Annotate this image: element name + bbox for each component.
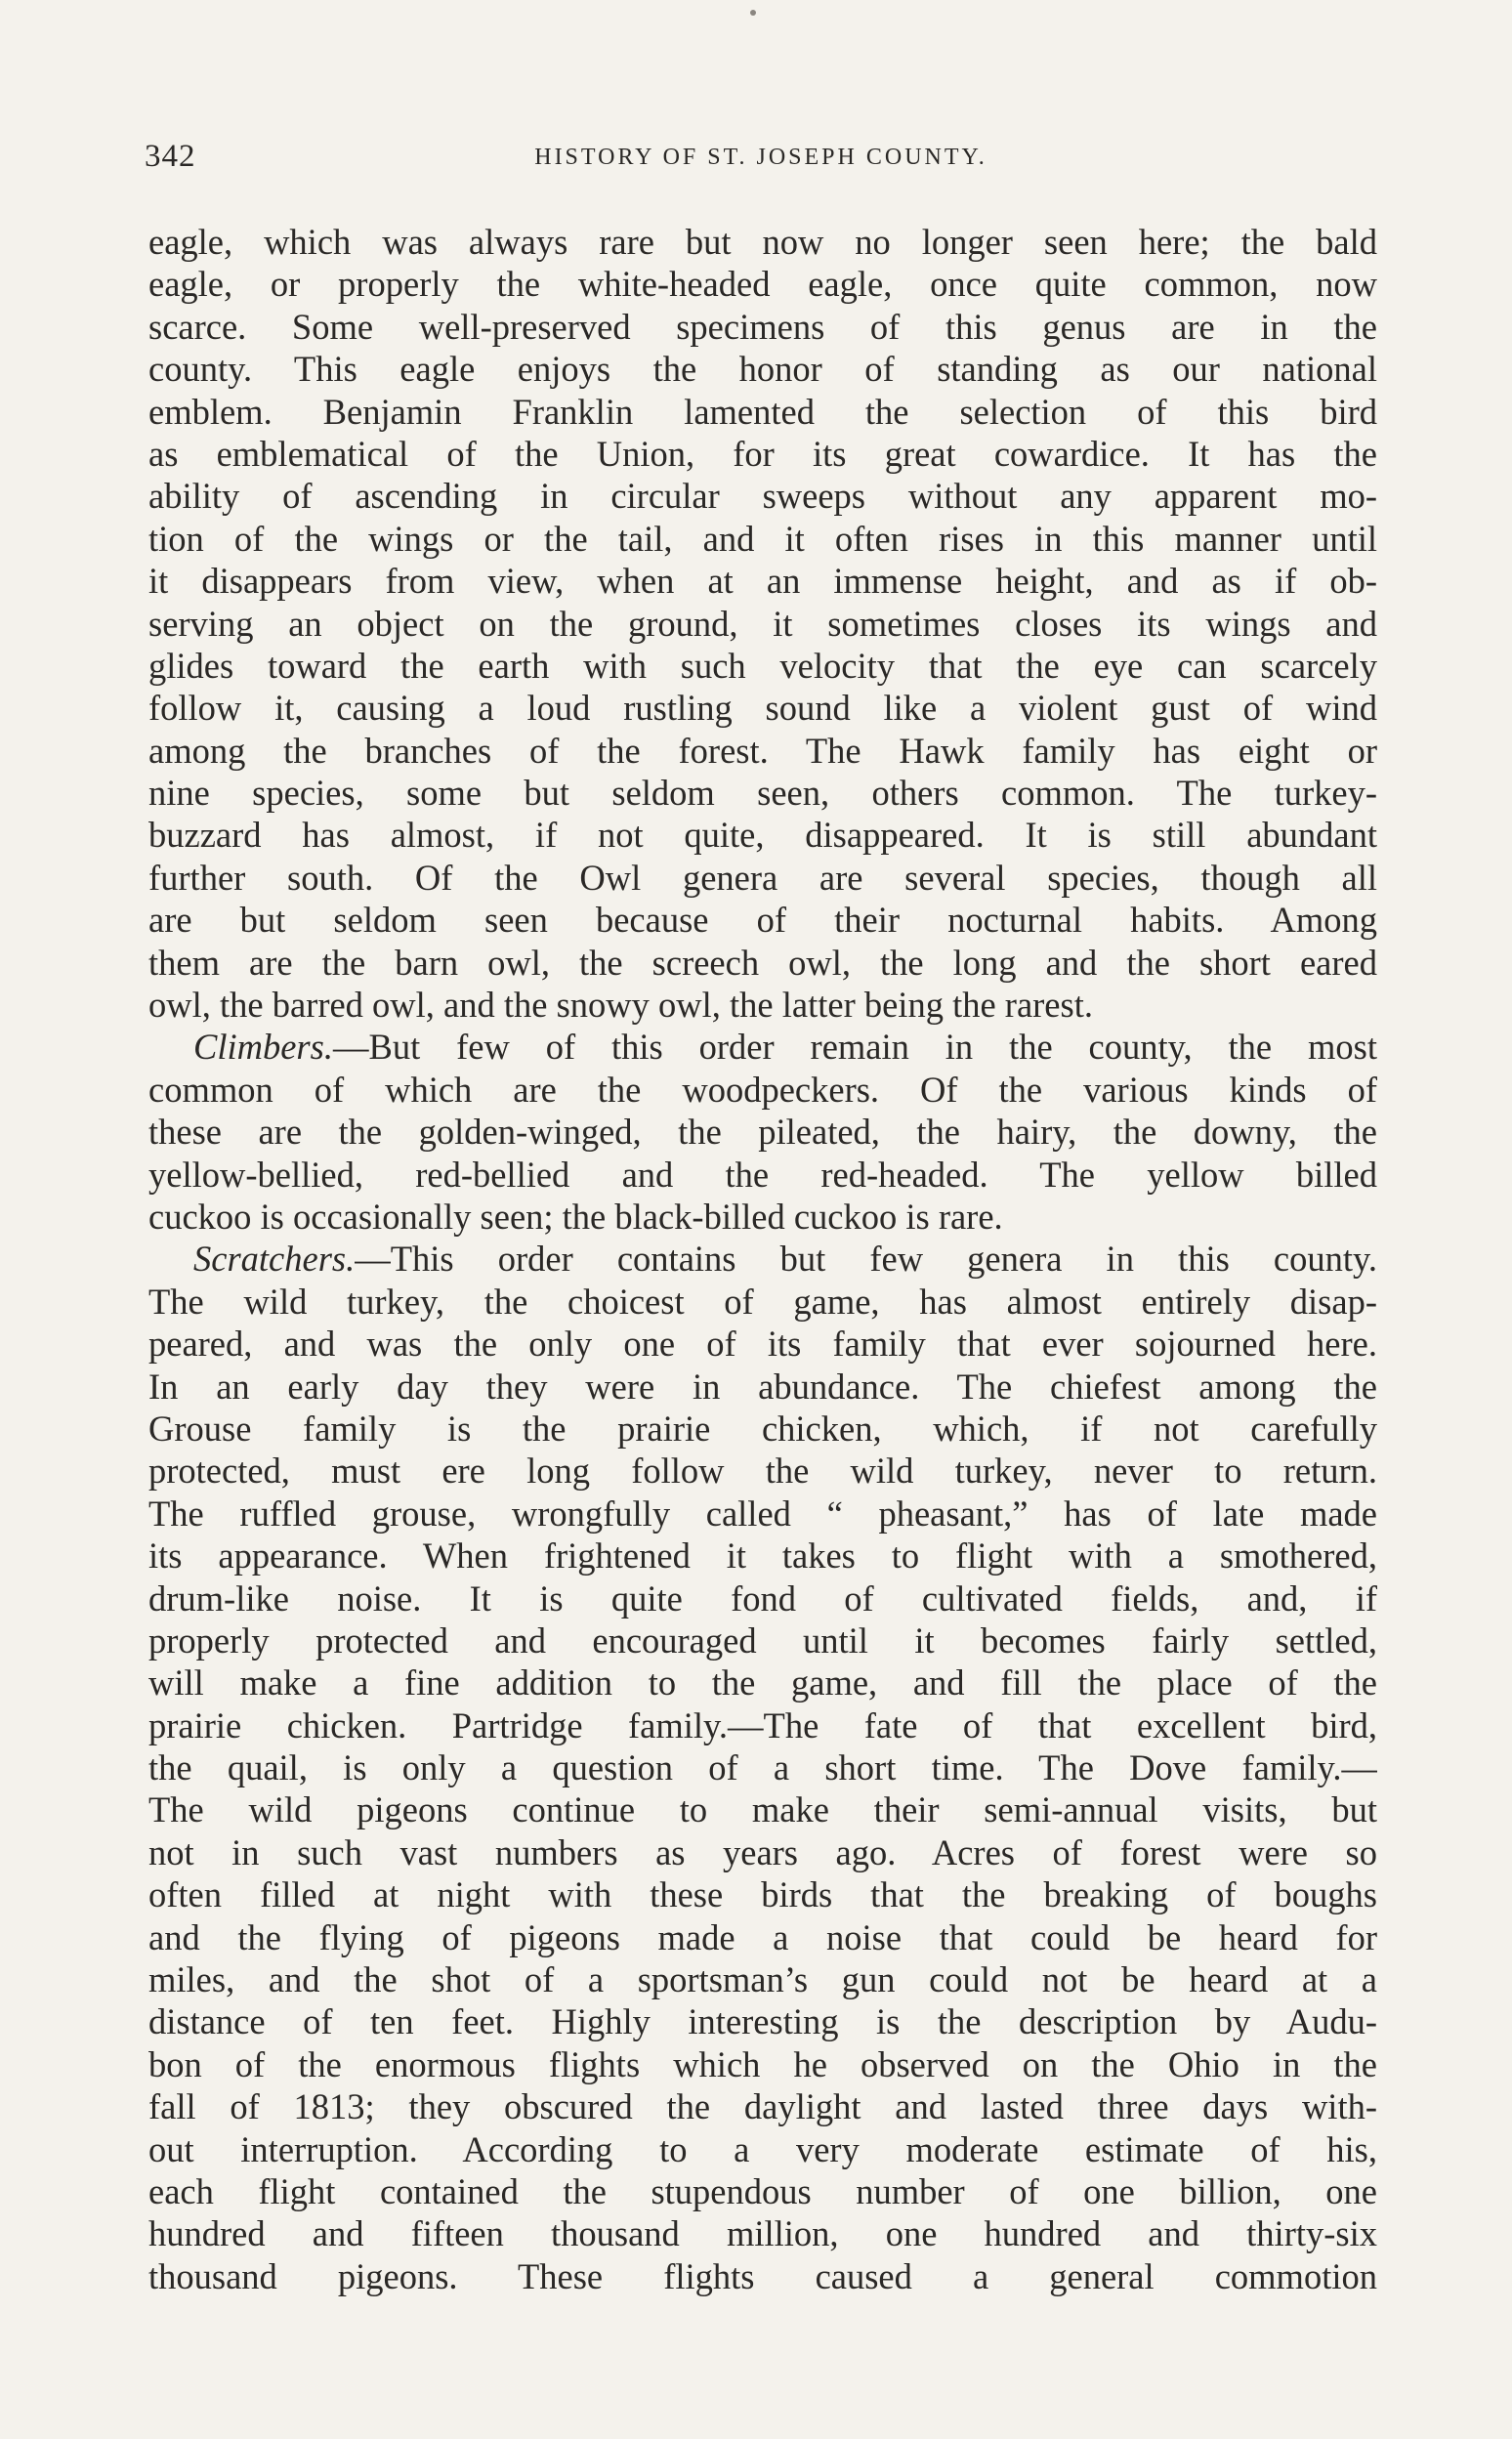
line-text: among the branches of the forest. The Hawk family has eight or — [148, 730, 1377, 771]
line-text: yellow-bellied, red-bellied and the red-headed. The yellow billed — [148, 1154, 1377, 1195]
line-text: Grouse family is the prairie chicken, which, if not carefully — [148, 1408, 1377, 1449]
line-text: The wild pigeons continue to make their semi-annual visits, but — [148, 1789, 1377, 1830]
line-text: common of which are the woodpeckers. Of the various kinds of — [148, 1069, 1377, 1110]
line-text: In an early day they were in abundance. The chiefest among the — [148, 1366, 1377, 1407]
text-line — [148, 857, 1377, 899]
text-line — [148, 1281, 1377, 1323]
line-text: each flight contained the stupendous number of one billion, one — [148, 2170, 1377, 2211]
text-line — [148, 1704, 1377, 1746]
line-text: thousand pigeons. These flights caused a general commotion — [148, 2255, 1377, 2296]
text-line — [148, 1916, 1377, 1958]
text-line — [148, 1958, 1377, 2000]
line-text: its appearance. When frightened it takes to flight with a smothered, — [148, 1535, 1377, 1577]
text-line — [148, 1661, 1377, 1703]
page-number: 342 — [145, 139, 196, 174]
section-lead: Climbers. — [193, 1027, 333, 1068]
text-line — [148, 942, 1377, 984]
text-line — [148, 2212, 1377, 2254]
line-text: drum-like noise. It is quite fond of cultivated fields, and, if — [148, 1577, 1377, 1619]
text-line — [148, 1873, 1377, 1915]
body-text — [148, 221, 1377, 2297]
line-text: these are the golden-winged, the pileated, the hairy, the downy, the — [148, 1112, 1377, 1153]
line-text: the quail, is only a question of a short time. The Dove family.— — [148, 1747, 1377, 1788]
text-line — [148, 2000, 1377, 2042]
line-text: miles, and the shot of a sportsman’s gun could not be heard at a — [148, 1959, 1377, 2000]
text-line — [148, 1154, 1377, 1196]
text-line — [148, 772, 1377, 814]
section-lead: Scratchers. — [193, 1239, 356, 1280]
line-text: nine species, some but seldom seen, others common. The turkey- — [148, 773, 1377, 814]
text-line — [148, 730, 1377, 772]
text-line — [148, 1450, 1377, 1492]
text-line — [148, 1619, 1377, 1661]
text-line — [148, 1746, 1377, 1788]
line-text: properly protected and encouraged until it becomes fairly settled, — [148, 1619, 1377, 1661]
line-text: follow it, causing a loud rustling sound like a violent gust of wind — [148, 688, 1377, 729]
text-line — [148, 2128, 1377, 2170]
text-line — [148, 2043, 1377, 2085]
text-line — [148, 1366, 1377, 1408]
text-line — [148, 391, 1377, 433]
text-line — [148, 603, 1377, 645]
line-text: peared, and was the only one of its family that ever sojourned here. — [148, 1324, 1377, 1365]
line-text: The wild turkey, the choicest of game, has almost entirely disap- — [148, 1281, 1377, 1322]
text-line — [148, 1831, 1377, 1873]
line-text: as emblematical of the Union, for its great cowardice. It has the — [148, 433, 1377, 474]
line-text: hundred and fifteen thousand million, one hundred and thirty-six — [148, 2213, 1377, 2254]
line-text: scarce. Some well-preserved specimens of this genus are in the — [148, 306, 1377, 347]
line-text: protected, must ere long follow the wild turkey, never to return. — [148, 1451, 1377, 1492]
line-text: out interruption. According to a very moderate estimate of his, — [148, 2128, 1377, 2169]
line-text: cuckoo is occasionally seen; the black-billed cuckoo is rare. — [148, 1196, 1003, 1237]
line-text: glides toward the earth with such velocity that the eye can scarcely — [148, 645, 1377, 686]
text-line — [148, 1577, 1377, 1619]
print-speck — [750, 10, 756, 16]
line-text: further south. Of the Owl genera are several species, though all — [148, 857, 1377, 898]
text-line — [148, 263, 1377, 305]
text-line — [148, 221, 1377, 263]
line-text: prairie chicken. Partridge family.—The fate of that excellent bird, — [148, 1704, 1377, 1745]
text-line — [148, 687, 1377, 729]
text-line — [148, 1238, 1377, 1280]
running-head: HISTORY OF ST. JOSEPH COUNTY. — [534, 145, 987, 170]
text-line — [148, 306, 1377, 348]
line-text: fall of 1813; they obscured the daylight and lasted three days with- — [148, 2086, 1377, 2127]
text-line — [148, 2170, 1377, 2212]
text-line — [148, 1788, 1377, 1830]
page-header — [145, 139, 1377, 182]
text-line — [148, 899, 1377, 941]
line-text: ability of ascending in circular sweeps without any apparent mo- — [148, 476, 1377, 517]
line-text: it disappears from view, when at an immense height, and as if ob- — [148, 561, 1377, 602]
line-text: and the flying of pigeons made a noise that could be heard for — [148, 1916, 1377, 1957]
text-line — [148, 814, 1377, 856]
text-line — [148, 1069, 1377, 1111]
line-text: eagle, or properly the white-headed eagle, once quite common, now — [148, 264, 1377, 305]
text-line — [148, 645, 1377, 687]
line-text: will make a fine addition to the game, and fill the place of the — [148, 1662, 1377, 1703]
line-text: are but seldom seen because of their nocturnal habits. Among — [148, 900, 1377, 941]
line-text: —This order contains but few genera in this county. — [355, 1239, 1377, 1280]
line-text: serving an object on the ground, it sometimes closes its wings and — [148, 603, 1377, 644]
line-text: emblem. Benjamin Franklin lamented the selection of this bird — [148, 391, 1377, 432]
text-line — [148, 1111, 1377, 1153]
text-line — [148, 518, 1377, 560]
text-line — [148, 433, 1377, 475]
text-line — [148, 984, 1377, 1026]
text-line — [148, 1196, 1377, 1238]
text-line — [148, 2085, 1377, 2127]
text-line — [148, 348, 1377, 390]
line-text: owl, the barred owl, and the snowy owl, the latter being the rarest. — [148, 985, 1093, 1026]
line-text: bon of the enormous flights which he observed on the Ohio in the — [148, 2043, 1377, 2084]
text-line — [148, 475, 1377, 517]
text-line — [148, 1323, 1377, 1365]
line-text: not in such vast numbers as years ago. Acres of forest were so — [148, 1831, 1377, 1872]
text-line — [148, 1535, 1377, 1577]
line-text: distance of ten feet. Highly interesting is the description by Audu- — [148, 2001, 1377, 2042]
line-text: them are the barn owl, the screech owl, the long and the short eared — [148, 942, 1377, 983]
line-text: county. This eagle enjoys the honor of standing as our national — [148, 349, 1377, 390]
line-text: The ruffled grouse, wrongfully called “ pheasant,” has of late made — [148, 1493, 1377, 1534]
text-line — [148, 2255, 1377, 2297]
text-line — [148, 1026, 1377, 1068]
line-text: often filled at night with these birds that the breaking of boughs — [148, 1874, 1377, 1915]
line-text: tion of the wings or the tail, and it often rises in this manner until — [148, 518, 1377, 559]
text-line — [148, 1493, 1377, 1535]
line-text: buzzard has almost, if not quite, disappeared. It is still abundant — [148, 815, 1377, 856]
line-text: —But few of this order remain in the county, the most — [332, 1027, 1377, 1068]
line-text: eagle, which was always rare but now no longer seen here; the bald — [148, 222, 1377, 262]
text-line — [148, 560, 1377, 602]
text-line — [148, 1408, 1377, 1450]
